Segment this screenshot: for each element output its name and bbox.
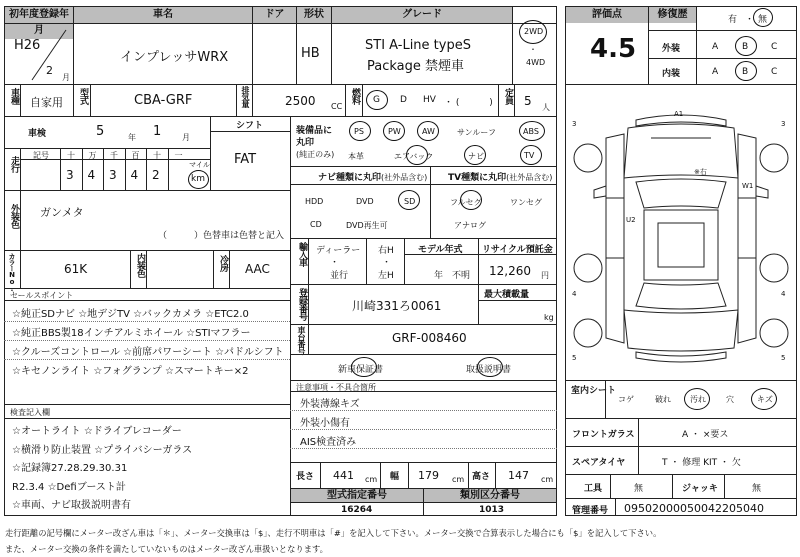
- exterior-grade-a: A: [712, 42, 719, 52]
- mileage-digit-header: 万: [88, 151, 97, 160]
- import-parallel: 並行: [330, 271, 349, 281]
- model-year-value: 年 不明: [434, 271, 471, 281]
- spare-tire-label: スペアタイヤ: [572, 458, 626, 468]
- interior-grade-label: 内装: [662, 69, 681, 79]
- sales-point-line: ☆純正SDナビ ☆地デジTV ☆バックカメラ ☆ETC2.0: [12, 309, 249, 320]
- inspection-year-unit: 年: [128, 133, 136, 142]
- recycle-unit: 円: [541, 271, 549, 280]
- tv-option: ワンセグ: [510, 198, 542, 207]
- score-header: 評価点: [566, 7, 648, 23]
- car-damage-diagram: [566, 98, 796, 378]
- repair-yes: 有: [728, 15, 738, 25]
- seat-label: 室内シート: [571, 386, 617, 396]
- exterior-grade-label: 外装: [662, 44, 681, 54]
- color-no-value: 61K: [64, 262, 88, 276]
- import-parallel-dot: ・: [330, 258, 340, 268]
- exterior-grade-c: C: [771, 42, 778, 52]
- car-name: インプレッサWRX: [120, 50, 229, 65]
- ac-value: AAC: [245, 262, 270, 276]
- repair-header: 修復歴: [649, 7, 696, 23]
- capacity-unit: 人: [542, 103, 550, 112]
- mileage-digit: 4: [130, 168, 139, 182]
- max-load-unit: kg: [544, 313, 554, 322]
- reg-month: 2: [46, 64, 53, 77]
- windshield-value: A ・ ×要ス: [682, 430, 729, 440]
- equipment-item: PW: [388, 127, 401, 136]
- interior-grade-a: A: [712, 67, 719, 77]
- mileage-label: 走行: [9, 156, 19, 172]
- chassis-label: 車台番号: [297, 326, 306, 354]
- mgmt-label: 管理番号: [572, 506, 609, 516]
- length-value: 441: [333, 469, 354, 482]
- navi-label: [318, 170, 427, 183]
- inspection-year: 5: [96, 124, 105, 139]
- jack-value: 無: [752, 484, 762, 494]
- mileage-digit-header: 一: [174, 151, 183, 160]
- note-line: AIS検査済み: [300, 437, 357, 448]
- navi-option: DVD再生可: [346, 221, 388, 230]
- import-dot: ・: [382, 258, 392, 268]
- sales-point-line: ☆キセノンライト ☆フォグランプ ☆スマートキー×2: [12, 366, 249, 377]
- seat-option: 汚れ: [690, 395, 706, 404]
- model-value: CBA-GRF: [134, 93, 193, 108]
- mileage-digit-header: 百: [131, 151, 140, 160]
- recycle-value: 12,260: [489, 264, 531, 278]
- max-load-label: 最大積載量: [484, 290, 530, 300]
- shape-header: 形状: [297, 7, 331, 23]
- class-number-value: 1013: [479, 505, 505, 515]
- equipment-item: ABS: [523, 127, 539, 136]
- equipment-item: AW: [422, 127, 435, 136]
- displacement-unit: CC: [331, 102, 343, 111]
- tv-label-text: TV種類に丸印: [448, 173, 507, 183]
- tools-label: 工具: [584, 484, 603, 494]
- exterior-grade-b: B: [742, 42, 749, 52]
- import-dealer: ディーラー: [316, 246, 361, 256]
- width-label: 幅: [390, 472, 400, 482]
- fuel-hv: HV: [423, 95, 436, 105]
- interior-grade-b: B: [742, 67, 749, 77]
- manual: 取扱説明書: [466, 365, 512, 375]
- class-number-header: 類別区分番号: [424, 489, 556, 502]
- tv-sub: (社外品含む): [506, 173, 553, 182]
- navi-option: SD: [404, 197, 416, 206]
- corner-label-ml: 4: [572, 290, 577, 298]
- symbol-label: 記号: [33, 151, 49, 160]
- equipment-item: 本革: [348, 152, 364, 161]
- reg-month-unit: 月: [62, 73, 70, 82]
- damage-u2: U2: [626, 216, 636, 224]
- chassis-value: GRF-008460: [392, 331, 467, 345]
- shift-label: シフト: [236, 121, 264, 131]
- navi-sub: (社外品含む): [381, 173, 428, 182]
- inspection-note-line: R2.3.4 ☆Defiブースト計: [12, 481, 126, 493]
- grade-header: グレード: [332, 7, 512, 23]
- import-left: 左H: [378, 271, 394, 281]
- reg-year-header: 初年度登録年月: [5, 7, 73, 39]
- capacity-value: 5: [524, 94, 532, 108]
- drive-4wd: 4WD: [526, 58, 546, 67]
- equipment-item: TV: [524, 151, 535, 160]
- interior-grade-c: C: [771, 67, 778, 77]
- sales-point-line: ☆純正BBS製18インチアルミホイール ☆STIマフラー: [12, 328, 251, 339]
- mileage-digit: 4: [87, 168, 96, 182]
- jack-label: ジャッキ: [682, 484, 718, 494]
- fuel-d: D: [400, 95, 407, 105]
- notes-header: 注意事項・不具合箇所: [296, 383, 376, 392]
- use-label: 車種: [9, 88, 19, 104]
- inspection-note-line: ☆車両、ナビ取扱説明書有: [12, 500, 131, 511]
- damage-a1: A1: [674, 110, 684, 118]
- main-form: [4, 6, 557, 516]
- windshield-label: フロントガラス: [572, 430, 635, 440]
- length-label: 長さ: [296, 472, 315, 482]
- inspection-note-line: ☆記録簿27.28.29.30.31: [12, 463, 128, 474]
- mgmt-value: 09502000050042205040: [624, 502, 764, 515]
- displacement-label: 排気量: [241, 86, 250, 107]
- color-value: ガンメタ: [40, 206, 84, 219]
- inspection-note-line: ☆横滑り防止装置 ☆プライバシーガラス: [12, 444, 193, 456]
- footer-line2: また、メーター交換の条件を満たしていないものはメーター改ざん車扱いとなります。: [5, 544, 328, 554]
- damage-right-note: ※右: [694, 168, 707, 176]
- inspection-note-line: ☆オートライト ☆ドライブレコーダー: [12, 426, 182, 437]
- km-label: km: [191, 174, 205, 184]
- registration-value: 川崎331ろ0061: [352, 299, 442, 313]
- model-label: 型式: [78, 88, 88, 104]
- score-value: 4.5: [590, 34, 637, 64]
- corner-label-tr: 3: [781, 120, 786, 128]
- grade-line2: Package 禁煙車: [367, 59, 465, 74]
- fuel-paren: ・ ( ): [444, 98, 493, 108]
- drive-2wd: 2WD: [524, 27, 544, 36]
- tv-option: アナログ: [454, 221, 486, 230]
- inspection-label: 車検: [28, 129, 47, 139]
- mileage-digit-header: 十: [67, 151, 75, 160]
- sales-point-line: ☆クルーズコントロール ☆前席パワーシート ☆パドルシフト: [12, 347, 284, 358]
- model-year-label: モデル年式: [418, 245, 463, 255]
- repair-no: 無: [758, 15, 768, 25]
- inspection-month-unit: 月: [182, 133, 190, 142]
- note-line: 外装薄線キズ: [300, 399, 360, 410]
- seat-option: コゲ: [618, 395, 634, 404]
- capacity-label: 定員: [503, 88, 513, 104]
- corner-label-mr: 4: [781, 290, 786, 298]
- repair-sep: ・: [745, 15, 755, 25]
- length-unit: cm: [365, 475, 378, 484]
- tv-option: フルセグ: [450, 198, 482, 207]
- equipment-item: ナビ: [468, 152, 484, 161]
- width-value: 179: [418, 469, 439, 482]
- grade-line1: STI A-Line typeS: [365, 38, 471, 53]
- displacement-value: 2500: [285, 94, 316, 108]
- damage-w1: W1: [742, 182, 754, 190]
- color-note: （ ）色替車は色替と記入: [158, 231, 285, 241]
- navi-option: DVD: [356, 197, 374, 206]
- drive-dot: ・: [529, 45, 537, 54]
- shift-value: FAT: [234, 152, 257, 167]
- import-label: 輸入車: [297, 242, 307, 266]
- equipment-item: PS: [354, 127, 364, 136]
- sales-points-header: セールスポイント: [10, 291, 74, 300]
- car-name-header: 車名: [74, 7, 252, 23]
- corner-label-tl: 3: [572, 120, 577, 128]
- mileage-digit-header: 千: [110, 151, 118, 160]
- tv-label: [448, 170, 552, 183]
- door-header: ドア: [253, 7, 296, 23]
- recycle-label: リサイクル預託金: [482, 245, 553, 255]
- note-line: 外装小傷有: [300, 418, 350, 429]
- height-unit: cm: [541, 475, 554, 484]
- mileage-digit: 2: [152, 168, 160, 182]
- fuel-label: 燃料: [350, 88, 360, 104]
- equipment-label: 装備品に 丸印 (純正のみ): [296, 126, 335, 159]
- registration-label: 登録番号: [297, 288, 307, 320]
- corner-label-bl: 5: [572, 354, 577, 362]
- seat-option: 破れ: [655, 395, 671, 404]
- mileage-digit-header: 十: [153, 151, 161, 160]
- width-unit: cm: [452, 475, 465, 484]
- use-value: 自家用: [30, 96, 63, 109]
- navi-option: CD: [310, 220, 322, 229]
- footer-line1: 走行距離の記号欄にメーター改ざん車は「＊」、メーター交換車は「$」、走行不明車は「#」を記入して下さい。メーター交換で合算表示した場合にも「$」を記入して下さい。: [5, 528, 662, 538]
- mileage-digit: 3: [109, 168, 117, 182]
- tools-value: 無: [634, 484, 644, 494]
- seat-option: 穴: [726, 395, 734, 404]
- corner-label-br: 5: [781, 354, 786, 362]
- color-no-label: カラーNo.: [8, 253, 16, 292]
- height-value: 147: [508, 469, 529, 482]
- height-label: 高さ: [472, 472, 491, 482]
- mile-label: マイル: [189, 161, 210, 169]
- navi-label-text: ナビ種類に丸印: [318, 173, 382, 183]
- navi-option: HDD: [305, 197, 324, 206]
- mileage-digit: 3: [66, 168, 74, 182]
- type-number-value: 16264: [341, 505, 373, 515]
- new-warranty: 新車保証書: [338, 365, 384, 375]
- inspection-month: 1: [153, 124, 162, 139]
- equipment-item: サンルーフ: [457, 128, 496, 137]
- type-number-header: 型式指定番号: [291, 489, 423, 502]
- equipment-item: エアバック: [394, 152, 434, 161]
- spare-tire-value: T ・ 修理 KIT ・ 欠: [662, 458, 741, 468]
- interior-color-label: 内装色: [135, 253, 145, 277]
- ac-label: 冷房: [218, 255, 228, 271]
- color-label: 外装色: [9, 204, 19, 228]
- reg-era-year: H26: [14, 38, 41, 53]
- shape-value: HB: [301, 46, 320, 61]
- seat-option: キズ: [757, 395, 773, 404]
- fuel-g: G: [373, 95, 380, 105]
- inspection-notes-header: 検査記入欄: [10, 408, 50, 417]
- import-right: 右H: [378, 246, 394, 256]
